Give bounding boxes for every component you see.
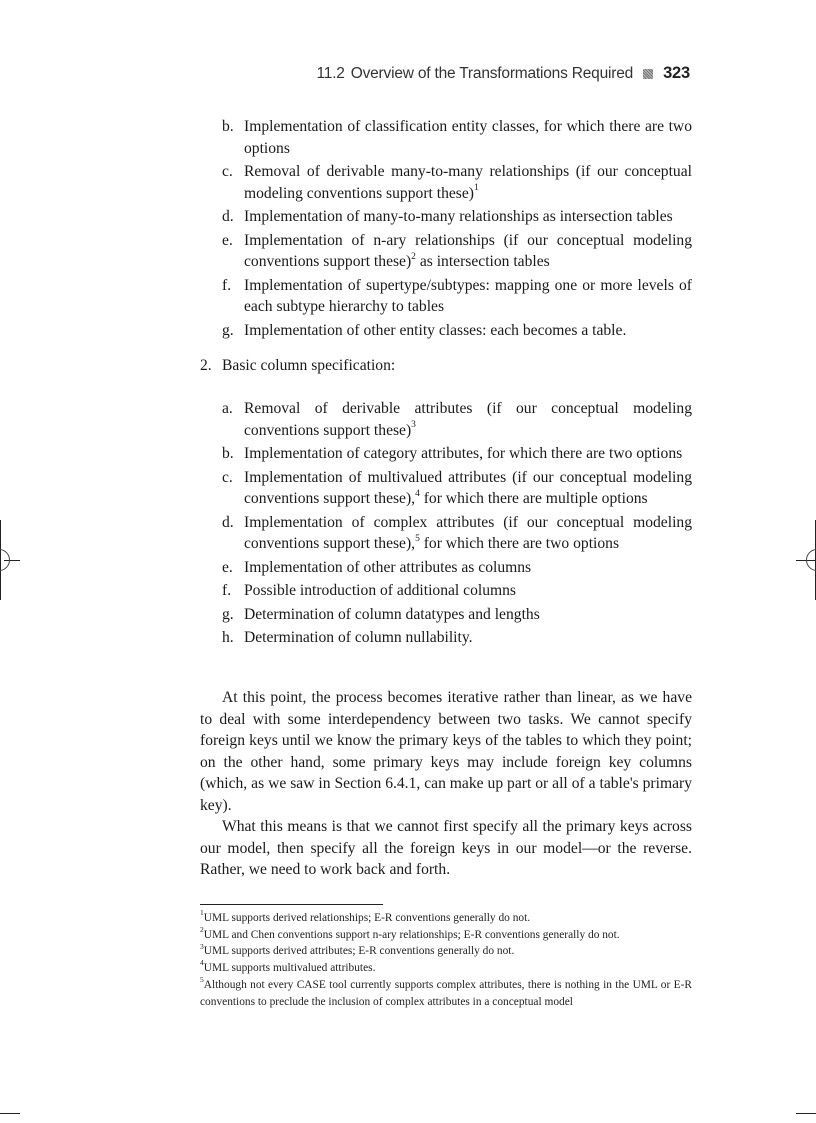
footnote: $^3$UML supports derived attributes; E-R conventions generally do not. bbox=[200, 941, 515, 958]
section-number: 11.2 bbox=[316, 64, 345, 82]
step-heading: 2. Basic column specification: bbox=[200, 357, 396, 374]
list-item: e. Implementation of other attributes as columns bbox=[222, 558, 532, 576]
list-item: b. Implementation of category attributes, for which there are two options bbox=[222, 445, 683, 462]
list-item: c. Removal of derivable many-to-many relationships (if our conceptual modeling conventions support these)$^1$ bbox=[222, 163, 692, 202]
footnote-ref[interactable]: 1 bbox=[473, 183, 479, 194]
footnote-ref[interactable]: 4 bbox=[415, 488, 420, 499]
list-item: d. Implementation of complex attributes (if our conceptual modeling conventions support these),$^5$ for which there are two options bbox=[222, 513, 692, 552]
list-item: h. Determination of column nullability. bbox=[222, 629, 473, 646]
footnote-ref[interactable]: 5 bbox=[415, 533, 420, 544]
body-text bbox=[200, 687, 692, 881]
footnote-divider bbox=[200, 904, 383, 905]
footnote: $^4$UML supports multivalued attributes. bbox=[200, 958, 376, 975]
footnote: $^1$UML supports derived relationships; E-R conventions generally do not. bbox=[200, 908, 531, 924]
page-number: 323 bbox=[663, 64, 690, 82]
paragraph: At this point, the process becomes iterative rather than linear, as we have to deal with some interdependency between two tasks. We cannot specify foreign keys until we know the primary keys of the tables to which they point; on the other hand, some primary keys may include foreign key columns (which, as we saw in Section 6.4.1, can make up part or all of a table's primary key). bbox=[200, 689, 692, 814]
header-square-ornament bbox=[643, 69, 653, 79]
registration-mark-right bbox=[806, 549, 816, 571]
list-item: f. Implementation of supertype/subtypes: mapping one or more levels of each subtype hierarchy to tables bbox=[222, 276, 692, 315]
list-item: b. Implementation of classification entity classes, for which there are two options bbox=[222, 118, 692, 157]
list-item: c. Implementation of multivalued attributes (if our conceptual modeling conventions support these),$^4$ for which there are multiple options bbox=[222, 468, 692, 507]
list-relationship-steps bbox=[222, 116, 692, 343]
crop-mark-bottom-left bbox=[0, 1113, 20, 1114]
footnote: $^2$UML and Chen conventions support n-ary relationships; E-R conventions generally do not. bbox=[200, 924, 620, 941]
list-item: f. Possible introduction of additional columns bbox=[222, 582, 516, 599]
registration-mark-left bbox=[0, 549, 10, 571]
footnote-ref[interactable]: 2 bbox=[411, 251, 416, 262]
footnotes bbox=[200, 910, 692, 1010]
footnote-ref[interactable]: 3 bbox=[411, 420, 416, 431]
running-head bbox=[317, 64, 690, 83]
list-item: a. Removal of derivable attributes (if our conceptual modeling conventions support these)$^3$ bbox=[222, 400, 692, 439]
list-item: e. Implementation of n-ary relationships (if our conceptual modeling conventions support these)$^2$ as intersection tables bbox=[222, 231, 692, 270]
footnote: $^5$Although not every CASE tool currently supports complex attributes, there is nothing in the UML or E-R conventions to preclude the inclusion of complex attributes in a conceptual model bbox=[200, 975, 692, 1008]
crop-mark-bottom-right bbox=[796, 1113, 816, 1114]
list-item: d. Implementation of many-to-many relationships as intersection tables bbox=[222, 208, 673, 225]
section-title: Overview of the Transformations Required bbox=[350, 64, 634, 82]
list-item: g. Determination of column datatypes and lengths bbox=[222, 605, 540, 623]
list-column-steps bbox=[222, 398, 692, 651]
list-item: g. Implementation of other entity classes: each becomes a table. bbox=[222, 321, 627, 339]
paragraph: What this means is that we cannot first specify all the primary keys across our model, then specify all the foreign keys in our model—or the reverse. Rather, we need to work back and forth. bbox=[200, 818, 692, 878]
